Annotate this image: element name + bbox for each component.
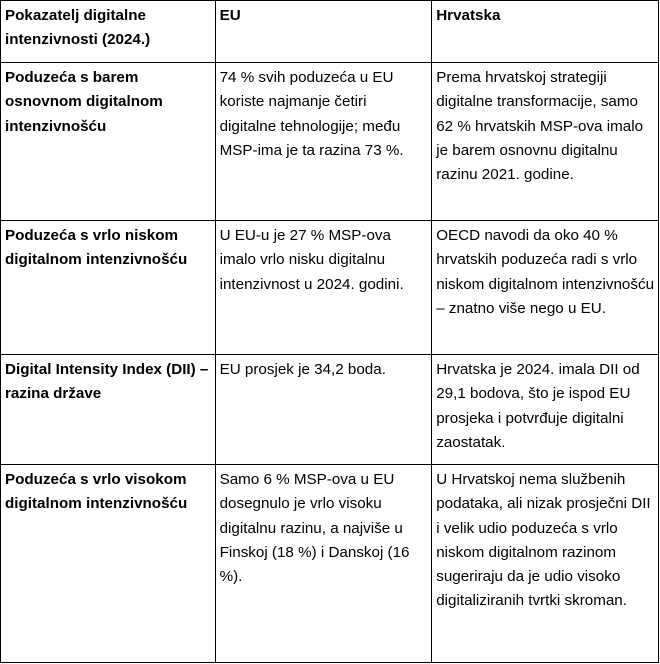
table-row bbox=[1, 221, 659, 355]
row-croatia-very-high: U Hrvatskoj nema službenih podataka, ali nizak prosječni DII i velik udio poduzeća s vrlo niskom digitalnom razinom sugeriraju da je udio visoko digitaliziranih tvrtki skroman. bbox=[432, 465, 659, 663]
row-eu-very-high: Samo 6 % MSP-ova u EU dosegnulo je vrlo visoku digitalnu razinu, a najviše u Finskoj (18 %) i Danskoj (16 %). bbox=[215, 465, 432, 663]
table-row bbox=[1, 465, 659, 663]
row-eu-very-low: U EU-u je 27 % MSP-ova imalo vrlo nisku digitalnu intenzivnost u 2024. godini. bbox=[215, 221, 432, 355]
header-croatia: Hrvatska bbox=[432, 1, 659, 63]
row-indicator-basic: Poduzeća s barem osnovnom digitalnom intenzivnošću bbox=[1, 63, 216, 221]
row-eu-basic: 74 % svih poduzeća u EU koriste najmanje četiri digitalne tehnologije; među MSP-ima je ta razina 73 %. bbox=[215, 63, 432, 221]
row-croatia-very-low: OECD navodi da oko 40 % hrvatskih poduzeća radi s vrlo niskom digitalnom intenzivnošću – znatno više nego u EU. bbox=[432, 221, 659, 355]
row-croatia-basic: Prema hrvatskoj strategiji digitalne transformacije, samo 62 % hrvatskih MSP-ova imalo je barem osnovnu digitalnu razinu 2021. godine. bbox=[432, 63, 659, 221]
row-croatia-dii: Hrvatska je 2024. imala DII od 29,1 bodova, što je ispod EU prosjeka i potvrđuje digitalni zaostatak. bbox=[432, 355, 659, 465]
row-indicator-dii: Digital Intensity Index (DII) – razina države bbox=[1, 355, 216, 465]
header-indicator: Pokazatelj digitalne intenzivnosti (2024.) bbox=[1, 1, 216, 63]
table-row bbox=[1, 63, 659, 221]
header-eu: EU bbox=[215, 1, 432, 63]
row-eu-dii: EU prosjek je 34,2 boda. bbox=[215, 355, 432, 465]
table-header-row bbox=[1, 1, 659, 63]
row-indicator-very-low: Poduzeća s vrlo niskom digitalnom intenzivnošću bbox=[1, 221, 216, 355]
table-row bbox=[1, 355, 659, 465]
row-indicator-very-high: Poduzeća s vrlo visokom digitalnom intenzivnošću bbox=[1, 465, 216, 663]
